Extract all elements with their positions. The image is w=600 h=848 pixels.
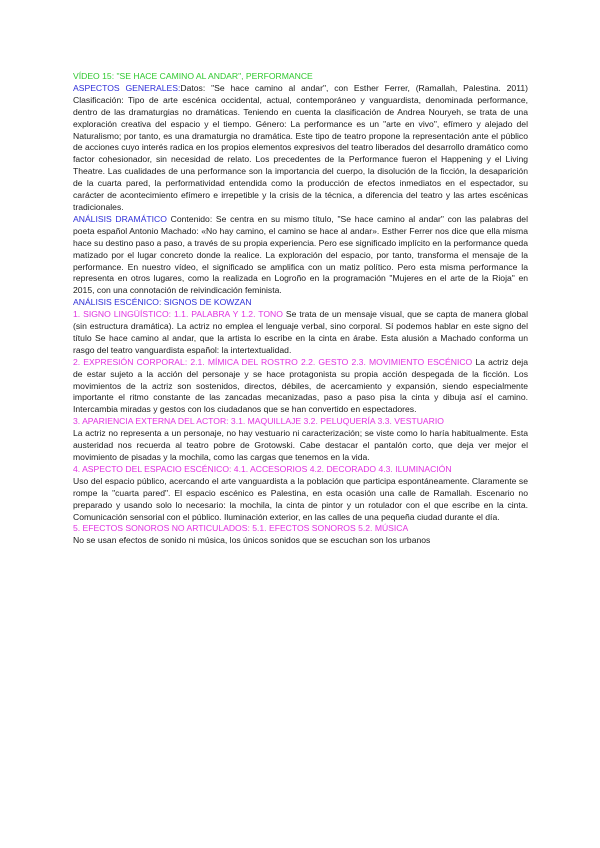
heading-analisis-escenico: ANÁLISIS ESCÉNICO: SIGNOS DE KOWZAN xyxy=(73,297,252,308)
paragraph-efectos-sonoros xyxy=(73,523,528,547)
text-aspectos-generales: Datos: "Se hace camino al andar", con Esther Ferrer, (Ramallah, Palestina. 2011) Clasificación: Tipo de arte escénica occidental, actual, contemporáneo y vanguardista, denominada performance, dentro de las dramaturgias no dramáticas. Teniendo en cuenta la clasificación de Andrea Nouryeh, se trata de una exploración creativa del espacio y el tiempo. Género: La performance es un "arte en vivo", efímero y alejado del Naturalismo; por tanto, es una dramaturgia no dramática. Este tipo de teatro propone la representación ante el público de acciones cuyo interés radica en los propios elementos expresivos del teatro liberados del desarrollo dramático como factor cohesionador, sin necesidad de relato. Los precedentes de la Performance fueron el Happening y el Living Theatre. Las cualidades de una performance son la importancia del cuerpo, la disolución de la ficción, la desaparición de la cuarta pared, la performatividad entendida como la producción de efectos inmediatos en el espectador, su carácter de acontecimiento efímero e irrepetible y la crisis de la técnica, a diferencia del teatro y las artes escénicas tradicionales. xyxy=(73,82,528,212)
text-analisis-dramatico: Contenido: Se centra en su mismo título, "Se hace camino al andar" con las palabras del poeta español Antonio Machado: «No hay camino, el camino se hace al andar». Esther Ferrer nos dice que ella misma hace su destino paso a paso, a través de su propia experiencia. Pero ese significado implícito en la performance queda matizado por el lugar concreto donde la realice. La exploración del espacio, por tanto, transforma el mensaje de la performance. En nuestro vídeo, el significado se amplifica con un matiz político. Pero esta misma performance la representa en otros lugares, como la realizada en Logroño en la programación "Mujeres en el arte de la Rioja" en 2015, con una connotación de reivindicación feminista. xyxy=(73,213,528,296)
paragraph-espacio-escenico xyxy=(73,464,528,524)
heading-efectos-sonoros: 5. EFECTOS SONOROS NO ARTICULADOS: 5.1. EFECTOS SONOROS 5.2. MÚSICA xyxy=(73,523,409,534)
text-espacio-escenico: Uso del espacio público, acercando el arte vanguardista a la población que participa espontáneamente. Claramente se rompe la "cuarta pared". El espacio escénico es Palestina, en esta ocasión una calle de Ramallah. Escenario no preparado y usando solo lo necesario: la mochila, la cinta de pintor y un rotulador con el que escribe en la cinta. Comunicación sensorial con el público. Iluminación exterior, en las calles de una pequeña ciudad durante el día. xyxy=(73,475,528,522)
paragraph-expresion-corporal xyxy=(73,357,528,417)
paragraph-apariencia-externa xyxy=(73,416,528,464)
document-title: VÍDEO 15: "SE HACE CAMINO AL ANDAR", PERFORMANCE xyxy=(73,71,313,81)
document-body xyxy=(73,71,528,547)
text-signo-linguistico: Se trata de un mensaje visual, que se capta de manera global (sin estructura dramática). La actriz no emplea el lenguaje verbal, sino corporal. Sí podemos hablar en este signo del título Se hace camino al andar, que la artista lo escribe en la cinta en árabe. Esta alusión a Machado conforma un rasgo del teatro vanguardista español: la intertextualidad. xyxy=(73,309,529,355)
heading-expresion-corporal: 2. EXPRESIÓN CORPORAL: 2.1. MÍMICA DEL ROSTRO 2.2. GESTO 2.3. MOVIMIENTO ESCÉNICO xyxy=(73,356,473,367)
heading-signo-linguistico: 1. SIGNO LINGÜÍSTICO: 1.1. PALABRA Y 1.2. TONO xyxy=(73,309,283,320)
paragraph-aspectos-generales xyxy=(73,83,528,214)
text-apariencia-externa: La actriz no representa a un personaje, no hay vestuario ni caracterización; se viste como lo haría habitualmente. Esta austeridad nos recuerda al teatro pobre de Grotowski. Cabe destacar el pantalón corto, que deja ver mejor el movimiento de pisadas y la mochila, como las cargas que tenemos en la vida. xyxy=(73,428,528,462)
heading-aspectos-generales: ASPECTOS GENERALES: xyxy=(73,82,181,93)
paragraph-signo-linguistico xyxy=(73,309,528,357)
text-expresion-corporal: La actriz deja de estar sujeto a la acción del personaje y se hace protagonista su propia acción despegada de la ficción. Los movimientos de la actriz son sostenidos, directos, débiles, de acercamiento y expansión, siendo especialmente importante el ritmo constante de las zancadas mecanizadas, paso a paso pisa la cinta y dibuja así el camino. Intercambia miradas y gestos con los ciudadanos que se han convertido en espectadores. xyxy=(73,356,528,415)
heading-espacio-escenico: 4. ASPECTO DEL ESPACIO ESCÉNICO: 4.1. ACCESORIOS 4.2. DECORADO 4.3. ILUMINACIÓN xyxy=(73,463,452,474)
heading-apariencia-externa: 3. APARIENCIA EXTERNA DEL ACTOR: 3.1. MAQUILLAJE 3.2. PELUQUERÍA 3.3. VESTUARIO xyxy=(73,416,444,427)
heading-analisis-dramatico: ANÁLISIS DRAMÁTICO xyxy=(73,213,167,224)
paragraph-analisis-dramatico xyxy=(73,214,528,297)
text-efectos-sonoros: No se usan efectos de sonido ni música, los únicos sonidos que se escuchan son los urbanos xyxy=(73,535,431,546)
